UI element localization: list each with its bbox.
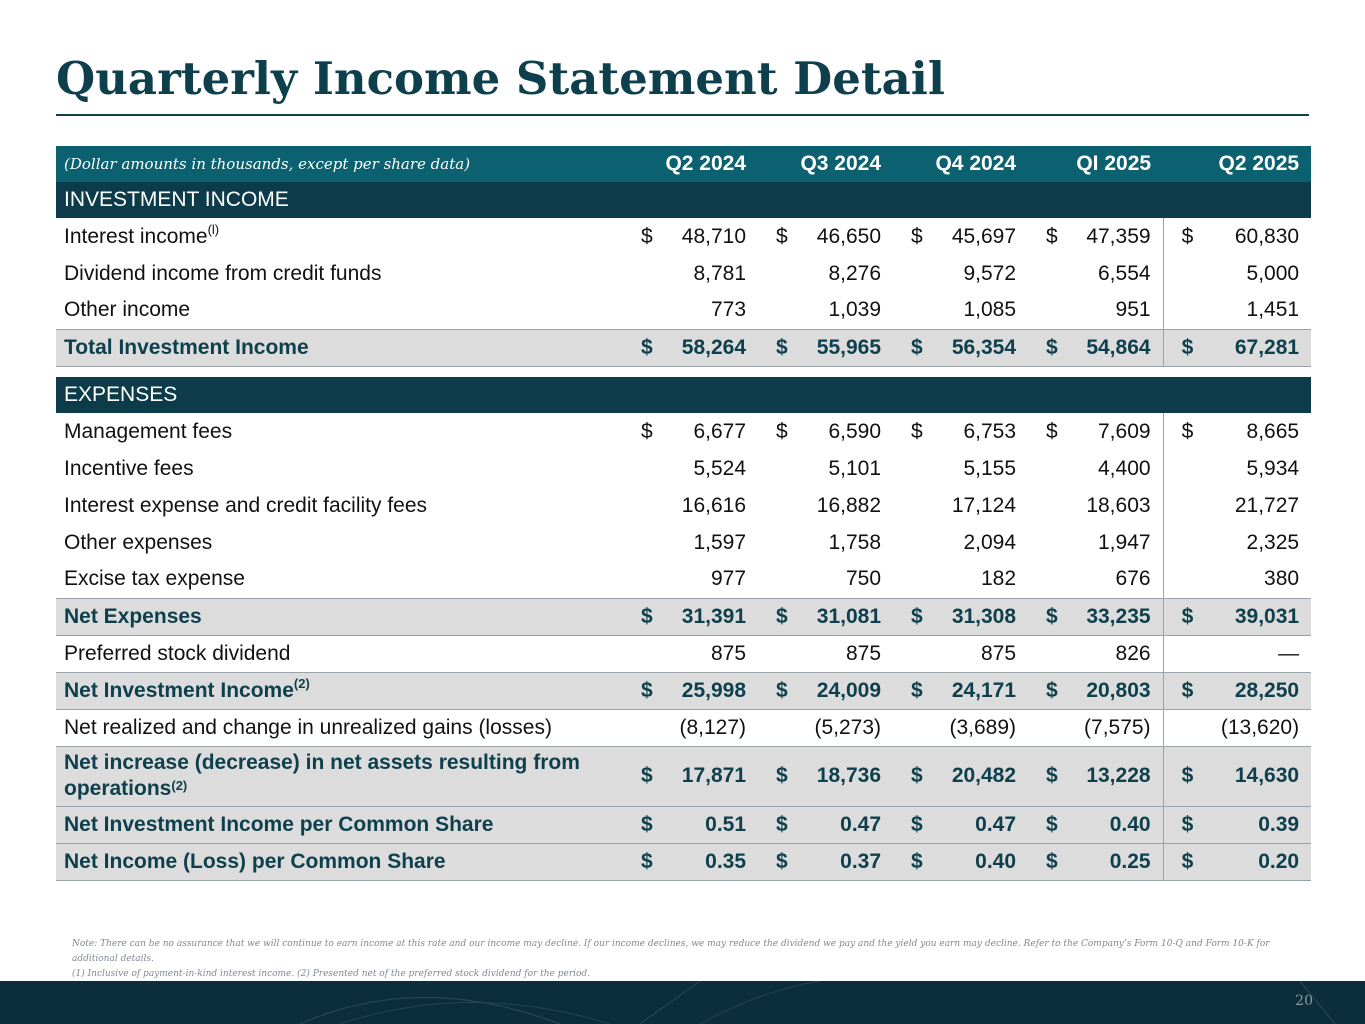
- cell-value: 58,264: [663, 329, 758, 366]
- column-header-q4-2024: Q4 2024: [935, 152, 1017, 175]
- section-investment-income: [56, 182, 1311, 218]
- currency-symbol: [1163, 292, 1203, 329]
- cell-value: 14,630: [1203, 746, 1311, 806]
- cell-value: 380: [1264, 567, 1300, 591]
- table-row: [56, 709, 1311, 746]
- footer-decoration: [0, 981, 1365, 1024]
- row-label: [56, 843, 623, 880]
- title-rule: [56, 114, 1309, 116]
- table-row: [56, 524, 1311, 561]
- cell-value: 0.47: [933, 806, 1028, 843]
- cell-value: 18,736: [798, 746, 893, 806]
- section-investment-income-label: INVESTMENT INCOME: [64, 188, 289, 211]
- row-label: [56, 635, 623, 672]
- row-label: [56, 709, 623, 746]
- cell-value: 0.40: [933, 843, 1028, 880]
- cell-value: 31,391: [663, 598, 758, 635]
- currency-symbol: $: [1028, 806, 1068, 843]
- currency-symbol: $: [1028, 746, 1068, 806]
- currency-symbol: [758, 524, 798, 561]
- currency-symbol: $: [911, 224, 923, 248]
- footnote-marker: (2): [293, 675, 310, 691]
- cell-value: 5,101: [828, 456, 882, 480]
- row-label: [56, 524, 623, 561]
- currency-symbol: [893, 487, 933, 524]
- cell-value: 20,803: [1068, 672, 1163, 709]
- row-label-text: Net Investment Income: [64, 678, 294, 702]
- currency-symbol: $: [758, 843, 798, 880]
- cell-value: 875: [710, 641, 747, 665]
- cell-value: 45,697: [951, 224, 1017, 248]
- currency-symbol: [1163, 487, 1203, 524]
- cell-value: 54,864: [1068, 329, 1163, 366]
- currency-symbol: [758, 255, 798, 292]
- cell-value: 31,081: [798, 598, 893, 635]
- cell-value: 826: [1115, 641, 1151, 665]
- row-label-text: Incentive fees: [64, 456, 194, 480]
- cell-value: 6,753: [963, 419, 1017, 443]
- cell-value: 1,039: [828, 298, 882, 322]
- currency-symbol: $: [1163, 806, 1203, 843]
- cell-value: 0.37: [798, 843, 893, 880]
- row-label-text: Management fees: [64, 419, 233, 443]
- cell-value: 977: [710, 567, 747, 591]
- cell-value: 24,009: [798, 672, 893, 709]
- table-row: [56, 450, 1311, 487]
- cell-value: 9,572: [963, 261, 1017, 285]
- cell-value: (8,127): [679, 715, 747, 739]
- cell-value: 7,609: [1098, 419, 1151, 443]
- currency-symbol: [1028, 635, 1068, 672]
- cell-value: 21,727: [1234, 493, 1300, 517]
- cell-value: (7,575): [1084, 715, 1151, 739]
- currency-symbol: $: [623, 843, 663, 880]
- cell-value: 18,603: [1086, 493, 1151, 517]
- currency-symbol: $: [1046, 419, 1058, 443]
- footer-band: [0, 981, 1365, 1024]
- row-label: [56, 746, 623, 806]
- currency-symbol: [1028, 255, 1068, 292]
- total-row: [56, 598, 1311, 635]
- cell-value: 1,947: [1098, 530, 1151, 554]
- row-label: [56, 672, 623, 709]
- cell-value: 16,882: [816, 493, 882, 517]
- currency-symbol: $: [1163, 672, 1203, 709]
- currency-symbol: $: [1028, 598, 1068, 635]
- cell-value: (13,620): [1220, 715, 1300, 739]
- row-label-text: Other income: [64, 298, 191, 322]
- footnote: [72, 937, 1292, 982]
- column-header-q2-2024: Q2 2024: [665, 152, 747, 175]
- cell-value: 28,250: [1203, 672, 1311, 709]
- table-row: [56, 292, 1311, 329]
- cell-value: 13,228: [1068, 746, 1163, 806]
- row-label-text: Net Income (Loss) per Common Share: [64, 849, 446, 873]
- currency-symbol: $: [1046, 224, 1058, 248]
- row-label-text: Other expenses: [64, 530, 213, 554]
- currency-symbol: $: [1163, 598, 1203, 635]
- cell-value: 773: [710, 298, 747, 322]
- row-label: [56, 413, 623, 450]
- currency-symbol: $: [623, 672, 663, 709]
- currency-symbol: [893, 709, 933, 746]
- cell-value: 20,482: [933, 746, 1028, 806]
- row-label: [56, 450, 623, 487]
- currency-symbol: $: [1163, 218, 1203, 255]
- cell-value: 1,758: [828, 530, 882, 554]
- currency-symbol: [1163, 709, 1203, 746]
- currency-symbol: $: [1028, 672, 1068, 709]
- column-header-q2-2025: Q2 2025: [1218, 152, 1300, 175]
- currency-symbol: [893, 292, 933, 329]
- row-label: [56, 487, 623, 524]
- currency-symbol: $: [911, 419, 923, 443]
- currency-symbol: [1028, 450, 1068, 487]
- currency-symbol: $: [776, 419, 788, 443]
- currency-symbol: [758, 450, 798, 487]
- currency-symbol: [1163, 255, 1203, 292]
- currency-symbol: [1028, 524, 1068, 561]
- currency-symbol: $: [641, 224, 653, 248]
- cell-value: 24,171: [933, 672, 1028, 709]
- currency-symbol: [893, 255, 933, 292]
- table-units-note: (Dollar amounts in thousands, except per share data): [64, 155, 471, 173]
- currency-symbol: $: [623, 806, 663, 843]
- currency-symbol: [623, 487, 663, 524]
- row-label-text: Preferred stock dividend: [64, 641, 291, 665]
- cell-value: 0.20: [1203, 843, 1311, 880]
- currency-symbol: [1028, 709, 1068, 746]
- currency-symbol: $: [1028, 329, 1068, 366]
- currency-symbol: [623, 450, 663, 487]
- currency-symbol: [1163, 635, 1203, 672]
- table-row: [56, 561, 1311, 598]
- currency-symbol: [893, 450, 933, 487]
- cell-value: 1,085: [963, 298, 1017, 322]
- cell-value: 0.35: [663, 843, 758, 880]
- cell-value: 0.25: [1068, 843, 1163, 880]
- cell-value: 750: [845, 567, 882, 591]
- currency-symbol: [1163, 561, 1203, 598]
- footnote-marker: (2): [171, 778, 188, 793]
- currency-symbol: $: [758, 746, 798, 806]
- row-label-text: Interest expense and credit facility fees: [64, 493, 428, 517]
- table-row: [56, 413, 1311, 450]
- cell-value: 951: [1115, 298, 1151, 322]
- currency-symbol: [1163, 524, 1203, 561]
- table-header-row: [56, 146, 1311, 182]
- table-row: [56, 255, 1311, 292]
- cell-value: 8,276: [828, 261, 882, 285]
- currency-symbol: [758, 709, 798, 746]
- table-row: [56, 487, 1311, 524]
- row-label-text: Total Investment Income: [64, 335, 309, 359]
- currency-symbol: $: [776, 224, 788, 248]
- cell-value: 39,031: [1203, 598, 1311, 635]
- currency-symbol: [758, 292, 798, 329]
- cell-value: 6,590: [828, 419, 882, 443]
- cell-value: (3,689): [949, 715, 1017, 739]
- currency-symbol: [1163, 450, 1203, 487]
- section-expenses: [56, 377, 1311, 413]
- row-label-text: Excise tax expense: [64, 567, 245, 591]
- cell-value: 676: [1115, 567, 1151, 591]
- row-label-text: Interest income: [64, 224, 208, 248]
- footnote-note: Note: There can be no assurance that we will continue to earn income at this rate and our income may decline. If our income declines, we may reduce the dividend we pay and the yield you earn may decline. Refer to the Company’s Form 10-Q and Form 10-K for additional details.: [72, 939, 1270, 964]
- cell-value: 0.47: [798, 806, 893, 843]
- currency-symbol: $: [893, 329, 933, 366]
- page-title: Quarterly Income Statement Detail: [56, 52, 945, 105]
- cell-value: 17,871: [663, 746, 758, 806]
- table-row: [56, 218, 1311, 255]
- currency-symbol: [1028, 292, 1068, 329]
- currency-symbol: $: [758, 329, 798, 366]
- cell-value: 0.40: [1068, 806, 1163, 843]
- total-row: [56, 746, 1311, 806]
- cell-value: 0.39: [1203, 806, 1311, 843]
- cell-value: —: [1278, 641, 1300, 665]
- cell-value: 5,934: [1246, 456, 1300, 480]
- currency-symbol: $: [623, 746, 663, 806]
- currency-symbol: $: [1163, 843, 1203, 880]
- cell-value: 0.51: [663, 806, 758, 843]
- cell-value: 2,325: [1246, 530, 1300, 554]
- row-label: [56, 598, 623, 635]
- cell-value: 46,650: [816, 224, 882, 248]
- currency-symbol: [1028, 487, 1068, 524]
- cell-value: 17,124: [951, 493, 1017, 517]
- currency-symbol: $: [893, 598, 933, 635]
- cell-value: 875: [845, 641, 882, 665]
- currency-symbol: [758, 635, 798, 672]
- table-row: [56, 635, 1311, 672]
- total-row: [56, 806, 1311, 843]
- row-label-text: Dividend income from credit funds: [64, 261, 382, 285]
- cell-value: 6,554: [1098, 261, 1151, 285]
- currency-symbol: [623, 709, 663, 746]
- row-label: [56, 218, 623, 255]
- currency-symbol: [623, 635, 663, 672]
- cell-value: 1,451: [1246, 298, 1300, 322]
- cell-value: 4,400: [1098, 456, 1151, 480]
- currency-symbol: $: [758, 672, 798, 709]
- currency-symbol: $: [623, 329, 663, 366]
- cell-value: 55,965: [798, 329, 893, 366]
- cell-value: 60,830: [1234, 224, 1300, 248]
- cell-value: 875: [981, 641, 1017, 665]
- cell-value: 5,524: [693, 456, 747, 480]
- currency-symbol: [758, 487, 798, 524]
- footnote-marker: (l): [207, 221, 220, 237]
- section-expenses-label: EXPENSES: [64, 383, 178, 406]
- currency-symbol: [623, 292, 663, 329]
- cell-value: 16,616: [681, 493, 747, 517]
- row-label-text: Net realized and change in unrealized gains (losses): [64, 715, 552, 739]
- currency-symbol: $: [1163, 413, 1203, 450]
- cell-value: 31,308: [933, 598, 1028, 635]
- cell-value: 25,998: [663, 672, 758, 709]
- currency-symbol: [623, 255, 663, 292]
- currency-symbol: [893, 561, 933, 598]
- currency-symbol: $: [1028, 843, 1068, 880]
- currency-symbol: $: [623, 598, 663, 635]
- footnote-definitions: (1) Inclusive of payment-in-kind interest income. (2) Presented net of the preferred stock dividend for the period.: [72, 969, 591, 979]
- row-label: [56, 806, 623, 843]
- cell-value: 8,781: [693, 261, 747, 285]
- cell-value: 5,000: [1246, 261, 1300, 285]
- cell-value: 8,665: [1246, 419, 1300, 443]
- row-label: [56, 255, 623, 292]
- currency-symbol: [623, 561, 663, 598]
- currency-symbol: [893, 635, 933, 672]
- row-label-text: Net Investment Income per Common Share: [64, 812, 494, 836]
- cell-value: 48,710: [681, 224, 747, 248]
- currency-symbol: [623, 524, 663, 561]
- total-row: [56, 329, 1311, 366]
- currency-symbol: $: [893, 806, 933, 843]
- cell-value: 33,235: [1068, 598, 1163, 635]
- currency-symbol: $: [893, 843, 933, 880]
- row-label-text: Net increase (decrease) in net assets resulting from operations: [64, 751, 580, 800]
- cell-value: 2,094: [963, 530, 1017, 554]
- page-number: 20: [1295, 993, 1313, 1009]
- section-spacer: [56, 366, 1311, 377]
- row-label: [56, 561, 623, 598]
- row-label-text: Net Expenses: [64, 604, 202, 628]
- cell-value: 47,359: [1086, 224, 1151, 248]
- currency-symbol: [1028, 561, 1068, 598]
- currency-symbol: [758, 561, 798, 598]
- row-label: [56, 292, 623, 329]
- total-row: [56, 672, 1311, 709]
- currency-symbol: $: [1163, 329, 1203, 366]
- cell-value: 6,677: [693, 419, 747, 443]
- cell-value: 182: [981, 567, 1017, 591]
- currency-symbol: $: [641, 419, 653, 443]
- cell-value: 5,155: [963, 456, 1017, 480]
- cell-value: 56,354: [933, 329, 1028, 366]
- currency-symbol: $: [893, 746, 933, 806]
- cell-value: (5,273): [814, 715, 882, 739]
- column-header-q3-2024: Q3 2024: [800, 152, 882, 175]
- currency-symbol: $: [1163, 746, 1203, 806]
- currency-symbol: $: [758, 598, 798, 635]
- income-statement-table: [56, 146, 1311, 881]
- currency-symbol: [893, 524, 933, 561]
- currency-symbol: $: [893, 672, 933, 709]
- currency-symbol: $: [758, 806, 798, 843]
- column-header-q1-2025: QI 2025: [1076, 152, 1152, 175]
- cell-value: 1,597: [693, 530, 747, 554]
- total-row: [56, 843, 1311, 880]
- cell-value: 67,281: [1203, 329, 1311, 366]
- row-label: [56, 329, 623, 366]
